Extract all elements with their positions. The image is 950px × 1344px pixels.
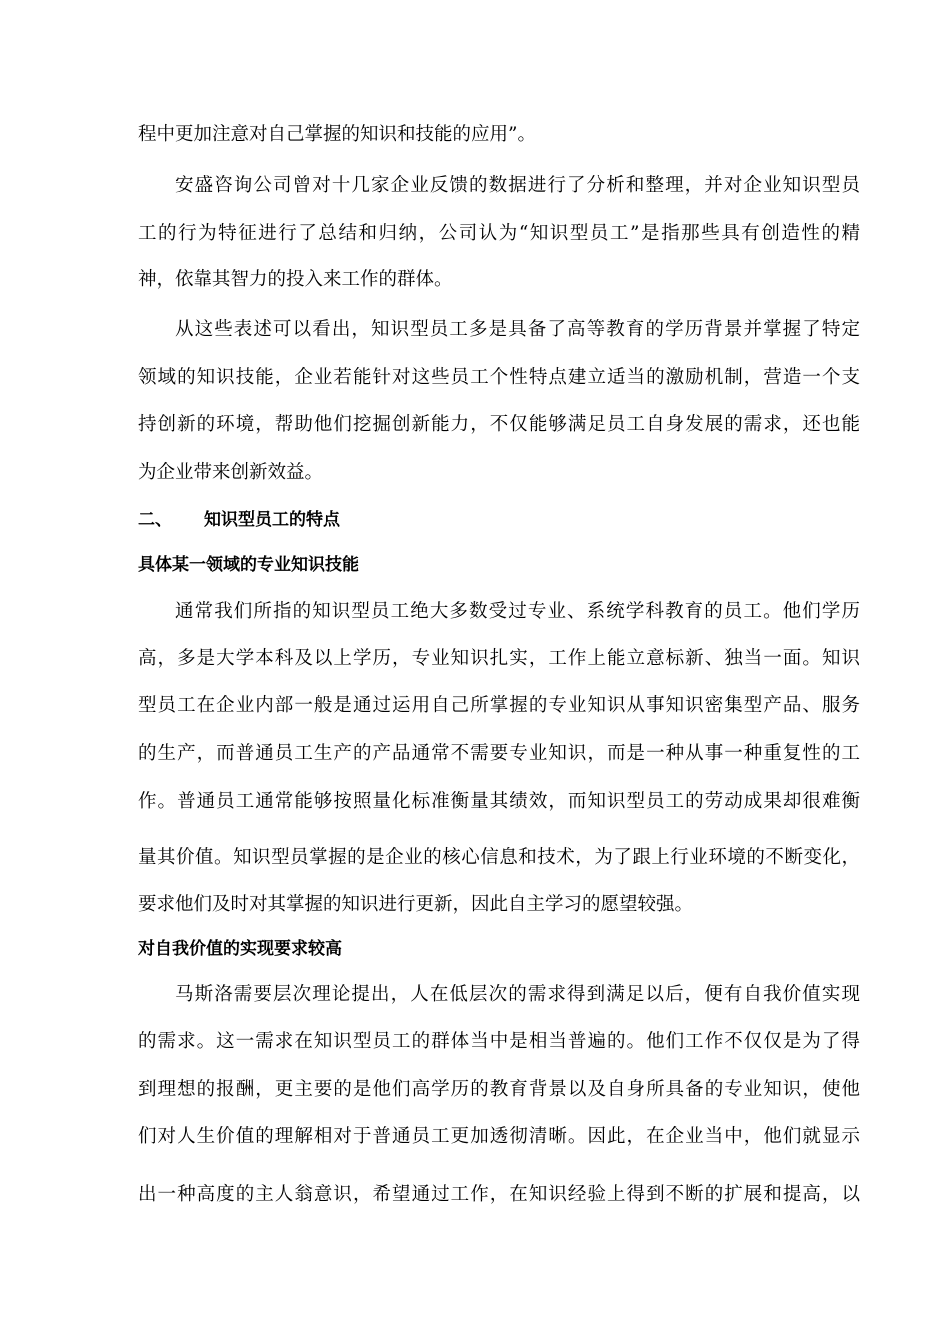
section-title: 知识型员工的特点: [204, 510, 340, 530]
paragraph-line: 们对人生价值的理解相对于普通员工更加透彻清晰。因此，在企业当中，他们就显示: [138, 1126, 860, 1147]
paragraph-line: 量其价值。知识型员掌握的是企业的核心信息和技术，为了跟上行业环境的不断变化，: [138, 847, 860, 868]
paragraph-line: 神，依靠其智力的投入来工作的群体。: [138, 269, 453, 290]
paragraph-line: 型员工在企业内部一般是通过运用自己所掌握的专业知识从事知识密集型产品、服务: [138, 695, 860, 716]
paragraph-line: 要求他们及时对其掌握的知识进行更新，因此自主学习的愿望较强。: [138, 894, 694, 915]
paragraph-line: 领域的知识技能，企业若能针对这些员工个性特点建立适当的激励机制，营造一个支: [138, 367, 860, 388]
paragraph-line: 的生产，而普通员工生产的产品通常不需要专业知识，而是一种从事一种重复性的工: [138, 743, 860, 764]
paragraph-line: 安盛咨询公司曾对十几家企业反馈的数据进行了分析和整理，并对企业知识型员: [175, 175, 860, 196]
paragraph-line: 为企业带来创新效益。: [138, 462, 324, 483]
paragraph-line: 程中更加注意对自己掌握的知识和技能的应用”。: [138, 124, 536, 145]
paragraph-line: 作。普通员工通常能够按照量化标准衡量其绩效，而知识型员工的劳动成果却很难衡: [138, 791, 860, 812]
paragraph-line: 工的行为特征进行了总结和归纳，公司认为“知识型员工”是指那些具有创造性的精: [138, 223, 860, 244]
paragraph-line: 从这些表述可以看出，知识型员工多是具备了高等教育的学历背景并掌握了特定: [175, 319, 860, 340]
section-heading: [138, 508, 340, 532]
paragraph-line: 的需求。这一需求在知识型员工的群体当中是相当普遍的。他们工作不仅仅是为了得: [138, 1031, 860, 1052]
paragraph-line: 到理想的报酬，更主要的是他们高学历的教育背景以及自身所具备的专业知识，使他: [138, 1079, 860, 1100]
subheading: 对自我价值的实现要求较高: [138, 939, 342, 959]
paragraph-line: 通常我们所指的知识型员工绝大多数受过专业、系统学科教育的员工。他们学历: [175, 601, 860, 622]
paragraph-line: 高，多是大学本科及以上学历，专业知识扎实，工作上能立意标新、独当一面。知识: [138, 648, 860, 669]
paragraph-line: 马斯洛需要层次理论提出，人在低层次的需求得到满足以后，便有自我价值实现: [175, 984, 860, 1005]
paragraph-line: 出一种高度的主人翁意识，希望通过工作，在知识经验上得到不断的扩展和提高，以: [138, 1184, 860, 1205]
paragraph-line: 持创新的环境，帮助他们挖掘创新能力，不仅能够满足员工自身发展的需求，还也能: [138, 414, 860, 435]
section-number: 二、: [138, 510, 172, 530]
subheading: 具体某一领域的专业知识技能: [138, 555, 359, 575]
